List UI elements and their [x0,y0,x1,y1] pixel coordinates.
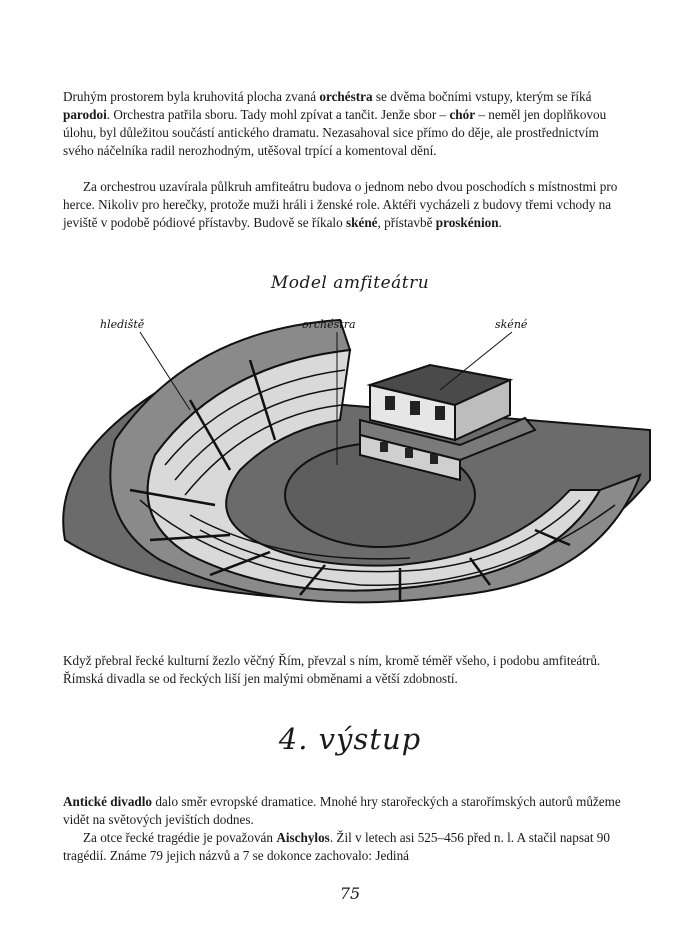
text-run: Za otce řecké tragédie je považován [83,830,277,845]
paragraph-antique-theatre-text [63,794,621,827]
label-hlediste: hlediště [100,318,145,331]
paragraph-rome [63,652,623,688]
paragraph-skene [63,178,623,232]
text-run: Za orchestrou uzavírala půlkruh amfiteátru budova o jednom nebo dvou poschodích s místnostmi pro herce. Nikoliv pro herečky, protože muži hráli i ženské role. Aktéři vycházeli z budovy třemi vchody na jeviště v podobě pódiové přístavby. Budově se říkalo [63,179,618,230]
paragraph-antique-theatre [63,793,623,829]
label-orchestra: orchéstra [302,318,356,331]
label-skene: skéné [495,318,528,331]
bold-term: orchéstra [319,89,373,104]
paragraph-orchestra [63,88,623,160]
text-run: Když přebral řecké kulturní žezlo věčný Řím, převzal s ním, kromě téměř všeho, i podobu amfiteátrů. Římská divadla se od řeckých liší jen malými obměnami a větší zdobností. [63,653,601,686]
text-run: – neměl jen doplňkovou úlohu, byl důležitou součástí antického dramatu. Nezasahoval sice přímo do děje, ale prostřednictvím svého náčelníka radil nerozhodným, utěšoval trpící a komentoval dění. [63,107,607,158]
paragraph-rome-text [63,653,600,686]
text-run: . Žil v letech asi 525–456 před n. l. A stačil napsat 90 tragédií. Známe 79 jejich názvů a 7 se dokonce zachovalo: Jediná [63,830,610,863]
text-run: Druhým prostorem byla kruhovitá plocha zvaná [63,89,320,104]
paragraph-aischylos [63,829,623,865]
text-run: . [498,215,502,230]
text-run: dalo směr evropské dramatice. Mnohé hry starořeckých a starořímských autorů můžeme vidět na světových jevištích dodnes. [63,794,621,827]
bold-term: Aischylos [276,830,330,845]
paragraph-orchestra-text [63,89,606,158]
bold-term: proskénion [435,215,499,230]
paragraph-aischylos-text [63,829,623,865]
bold-term: chór [449,107,476,122]
page-number: 75 [339,884,361,903]
text-run: se dvěma bočními vstupy, kterým se říká [372,89,592,104]
amphitheatre-illustration [40,290,660,630]
text-run: . Orchestra patřila sboru. Tady mohl zpívat a tančit. Jenže sbor – [106,107,450,122]
bold-term: skéné [346,215,378,230]
paragraph-skene-text [63,178,623,232]
text-run: , přístavbě [377,215,436,230]
bold-term: parodoi [63,107,107,122]
section-title: 4. výstup [278,722,422,756]
bold-term: Antické divadlo [63,794,153,809]
figure-title: Model amfiteátru [270,273,430,293]
